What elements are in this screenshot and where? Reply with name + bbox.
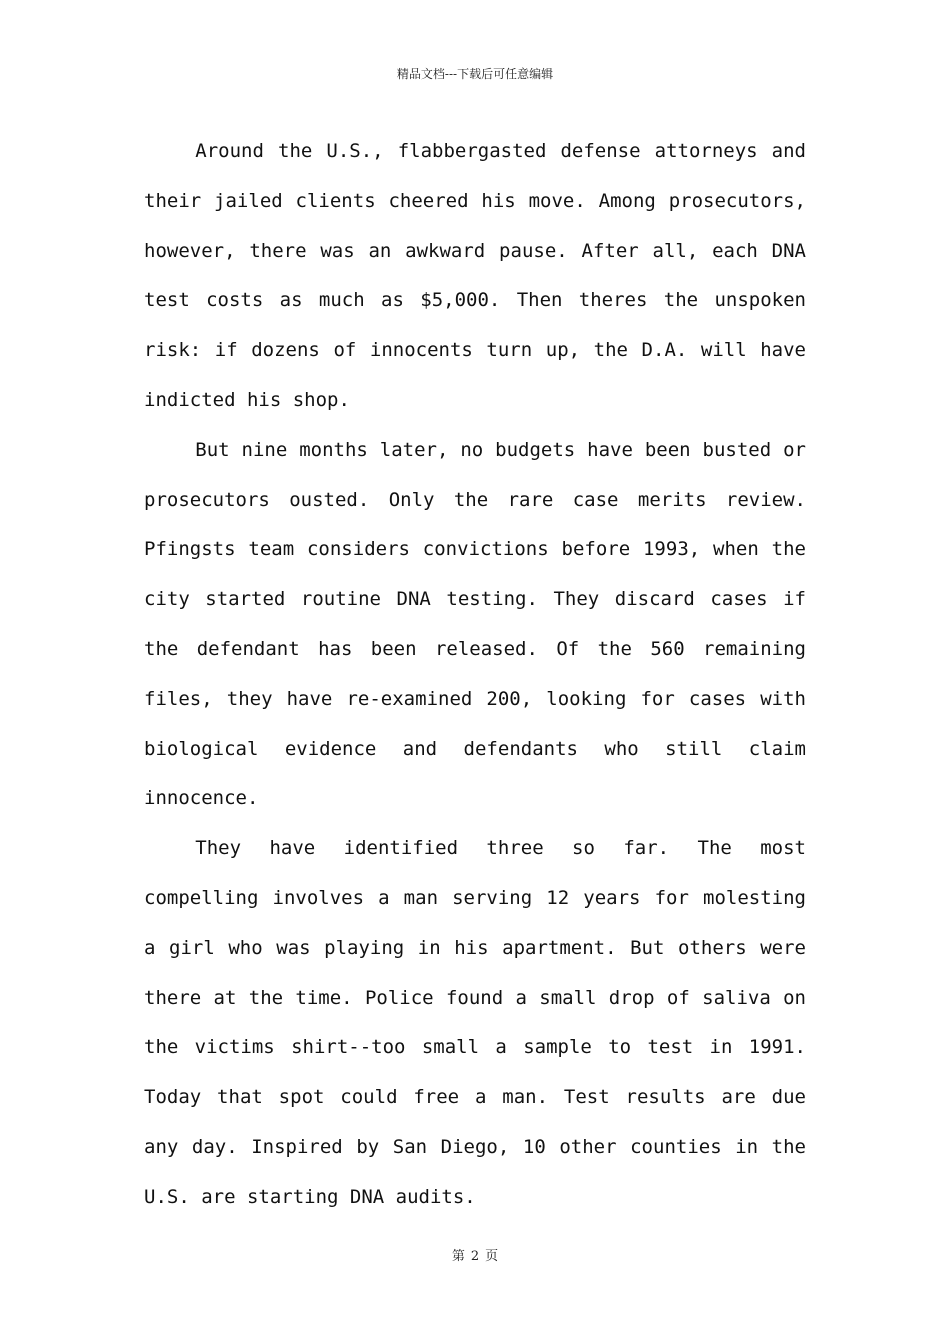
- document-body: [144, 127, 806, 1223]
- page-label-suffix: 页: [485, 1249, 499, 1264]
- paragraph-2: But nine months later, no budgets have been busted or prosecutors ousted. Only the rare case merits review. Pfingsts team considers convictions before 1993, when the city started routine DNA testing. They discard cases if the defendant has been released. Of the 560 remaining files, they have re-examined 200, looking for cases with biological evidence and defendants who still claim innocence.: [144, 438, 806, 810]
- paragraph-1: Around the U.S., flabbergasted defense attorneys and their jailed clients cheered his move. Among prosecutors, however, there was an awkward pause. After all, each DNA test costs as much as $5,000. Then theres the unspoken risk: if dozens of innocents turn up, the D.A. will have indicted his shop.: [144, 140, 806, 411]
- paragraph-3: They have identified three so far. The most compelling involves a man serving 12 years for molesting a girl who was playing in his apartment. But others were there at the time. Police found a small drop of saliva on the victims shirt--too small a sample to test in 1991. Today that spot could free a man. Test results are due any day. Inspired by San Diego, 10 other counties in the U.S. are starting DNA audits.: [144, 837, 806, 1208]
- page-header: 精品文档---下载后可任意编辑: [396, 67, 554, 81]
- page-footer: [0, 1248, 950, 1266]
- page-number: 2: [470, 1249, 480, 1264]
- page-label-prefix: 第: [451, 1249, 465, 1264]
